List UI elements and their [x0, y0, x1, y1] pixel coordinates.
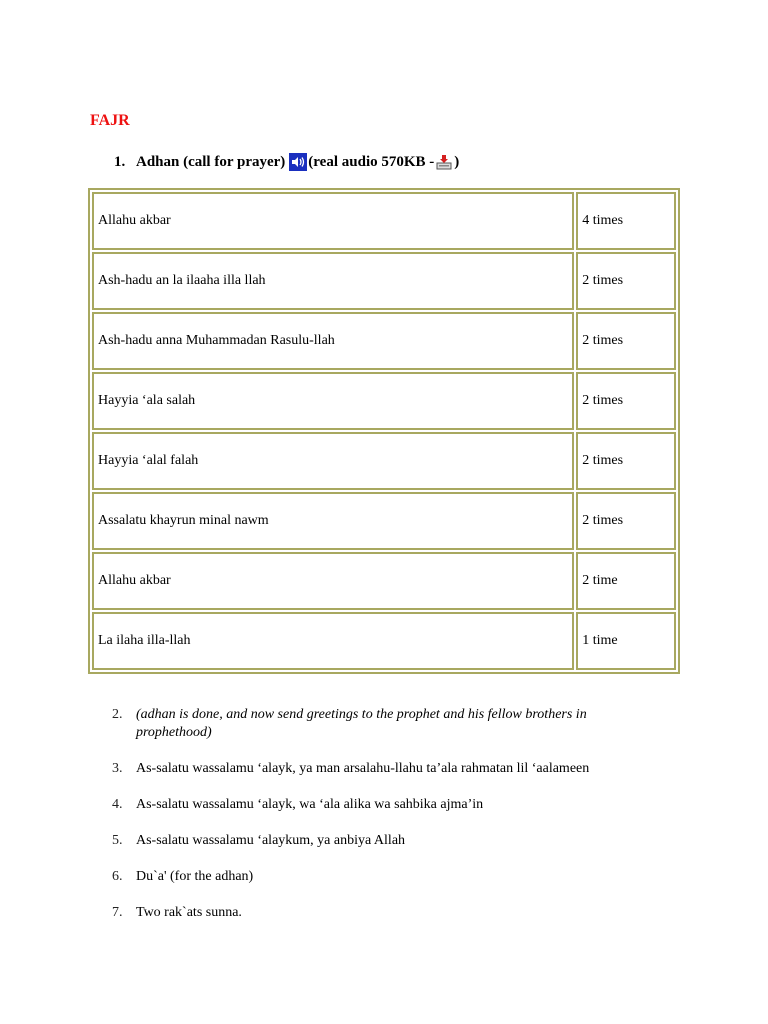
repeat-count: 2 times [576, 432, 676, 490]
list-item-number: 5. [112, 833, 123, 848]
table-row [92, 372, 676, 430]
repeat-count: 2 times [576, 312, 676, 370]
table-row [92, 612, 676, 670]
adhan-phrase: Allahu akbar [92, 552, 574, 610]
adhan-table [88, 188, 680, 674]
table-row [92, 552, 676, 610]
item-number: 1. [114, 153, 126, 170]
download-icon[interactable] [435, 153, 453, 171]
list-item-text: As-salatu wassalamu ‘alaykum, ya anbiya Allah [136, 833, 406, 848]
adhan-heading [114, 153, 459, 171]
adhan-phrase: Allahu akbar [92, 192, 574, 250]
list-item-number: 3. [112, 761, 123, 776]
table-row [92, 192, 676, 250]
adhan-phrase: Ash-hadu anna Muhammadan Rasulu-llah [92, 312, 574, 370]
list-item-text: Du`a' (for the adhan) [136, 869, 254, 884]
adhan-phrase: Hayyia ‘ala salah [92, 372, 574, 430]
adhan-phrase: Assalatu khayrun minal nawm [92, 492, 574, 550]
list-item [112, 796, 636, 814]
table-row [92, 432, 676, 490]
list-item-text: As-salatu wassalamu ‘alayk, ya man arsalahu-llahu ta’ala rahmatan lil ‘aalameen [136, 761, 590, 776]
adhan-phrase: La ilaha illa-llah [92, 612, 574, 670]
steps-list [112, 706, 636, 922]
section-title: FAJR [90, 112, 130, 129]
table-row [92, 252, 676, 310]
adhan-label: Adhan (call for prayer) [136, 153, 286, 170]
list-item [112, 760, 636, 778]
audio-text-close: ) [454, 153, 460, 170]
repeat-count: 2 times [576, 372, 676, 430]
list-item [112, 868, 636, 886]
adhan-phrase: Hayyia ‘alal falah [92, 432, 574, 490]
repeat-count: 4 times [576, 192, 676, 250]
repeat-count: 2 times [576, 252, 676, 310]
list-item-text: As-salatu wassalamu ‘alayk, wa ‘ala alika wa sahbika ajma’in [136, 797, 484, 812]
table-row [92, 492, 676, 550]
list-item-text: (adhan is done, and now send greetings to the prophet and his fellow brothers in prophethood) [136, 707, 587, 740]
list-item-number: 4. [112, 797, 123, 812]
repeat-count: 2 times [576, 492, 676, 550]
list-item-number: 2. [112, 707, 123, 722]
list-item [112, 706, 636, 742]
list-item [112, 832, 636, 850]
list-item [112, 904, 636, 922]
list-item-number: 6. [112, 869, 123, 884]
repeat-count: 2 time [576, 552, 676, 610]
table-row [92, 312, 676, 370]
adhan-phrase: Ash-hadu an la ilaaha illa llah [92, 252, 574, 310]
repeat-count: 1 time [576, 612, 676, 670]
list-item-number: 7. [112, 905, 123, 920]
audio-text: (real audio 570KB - [308, 153, 435, 170]
list-item-text: Two rak`ats sunna. [136, 905, 242, 920]
speaker-icon[interactable] [289, 153, 307, 171]
